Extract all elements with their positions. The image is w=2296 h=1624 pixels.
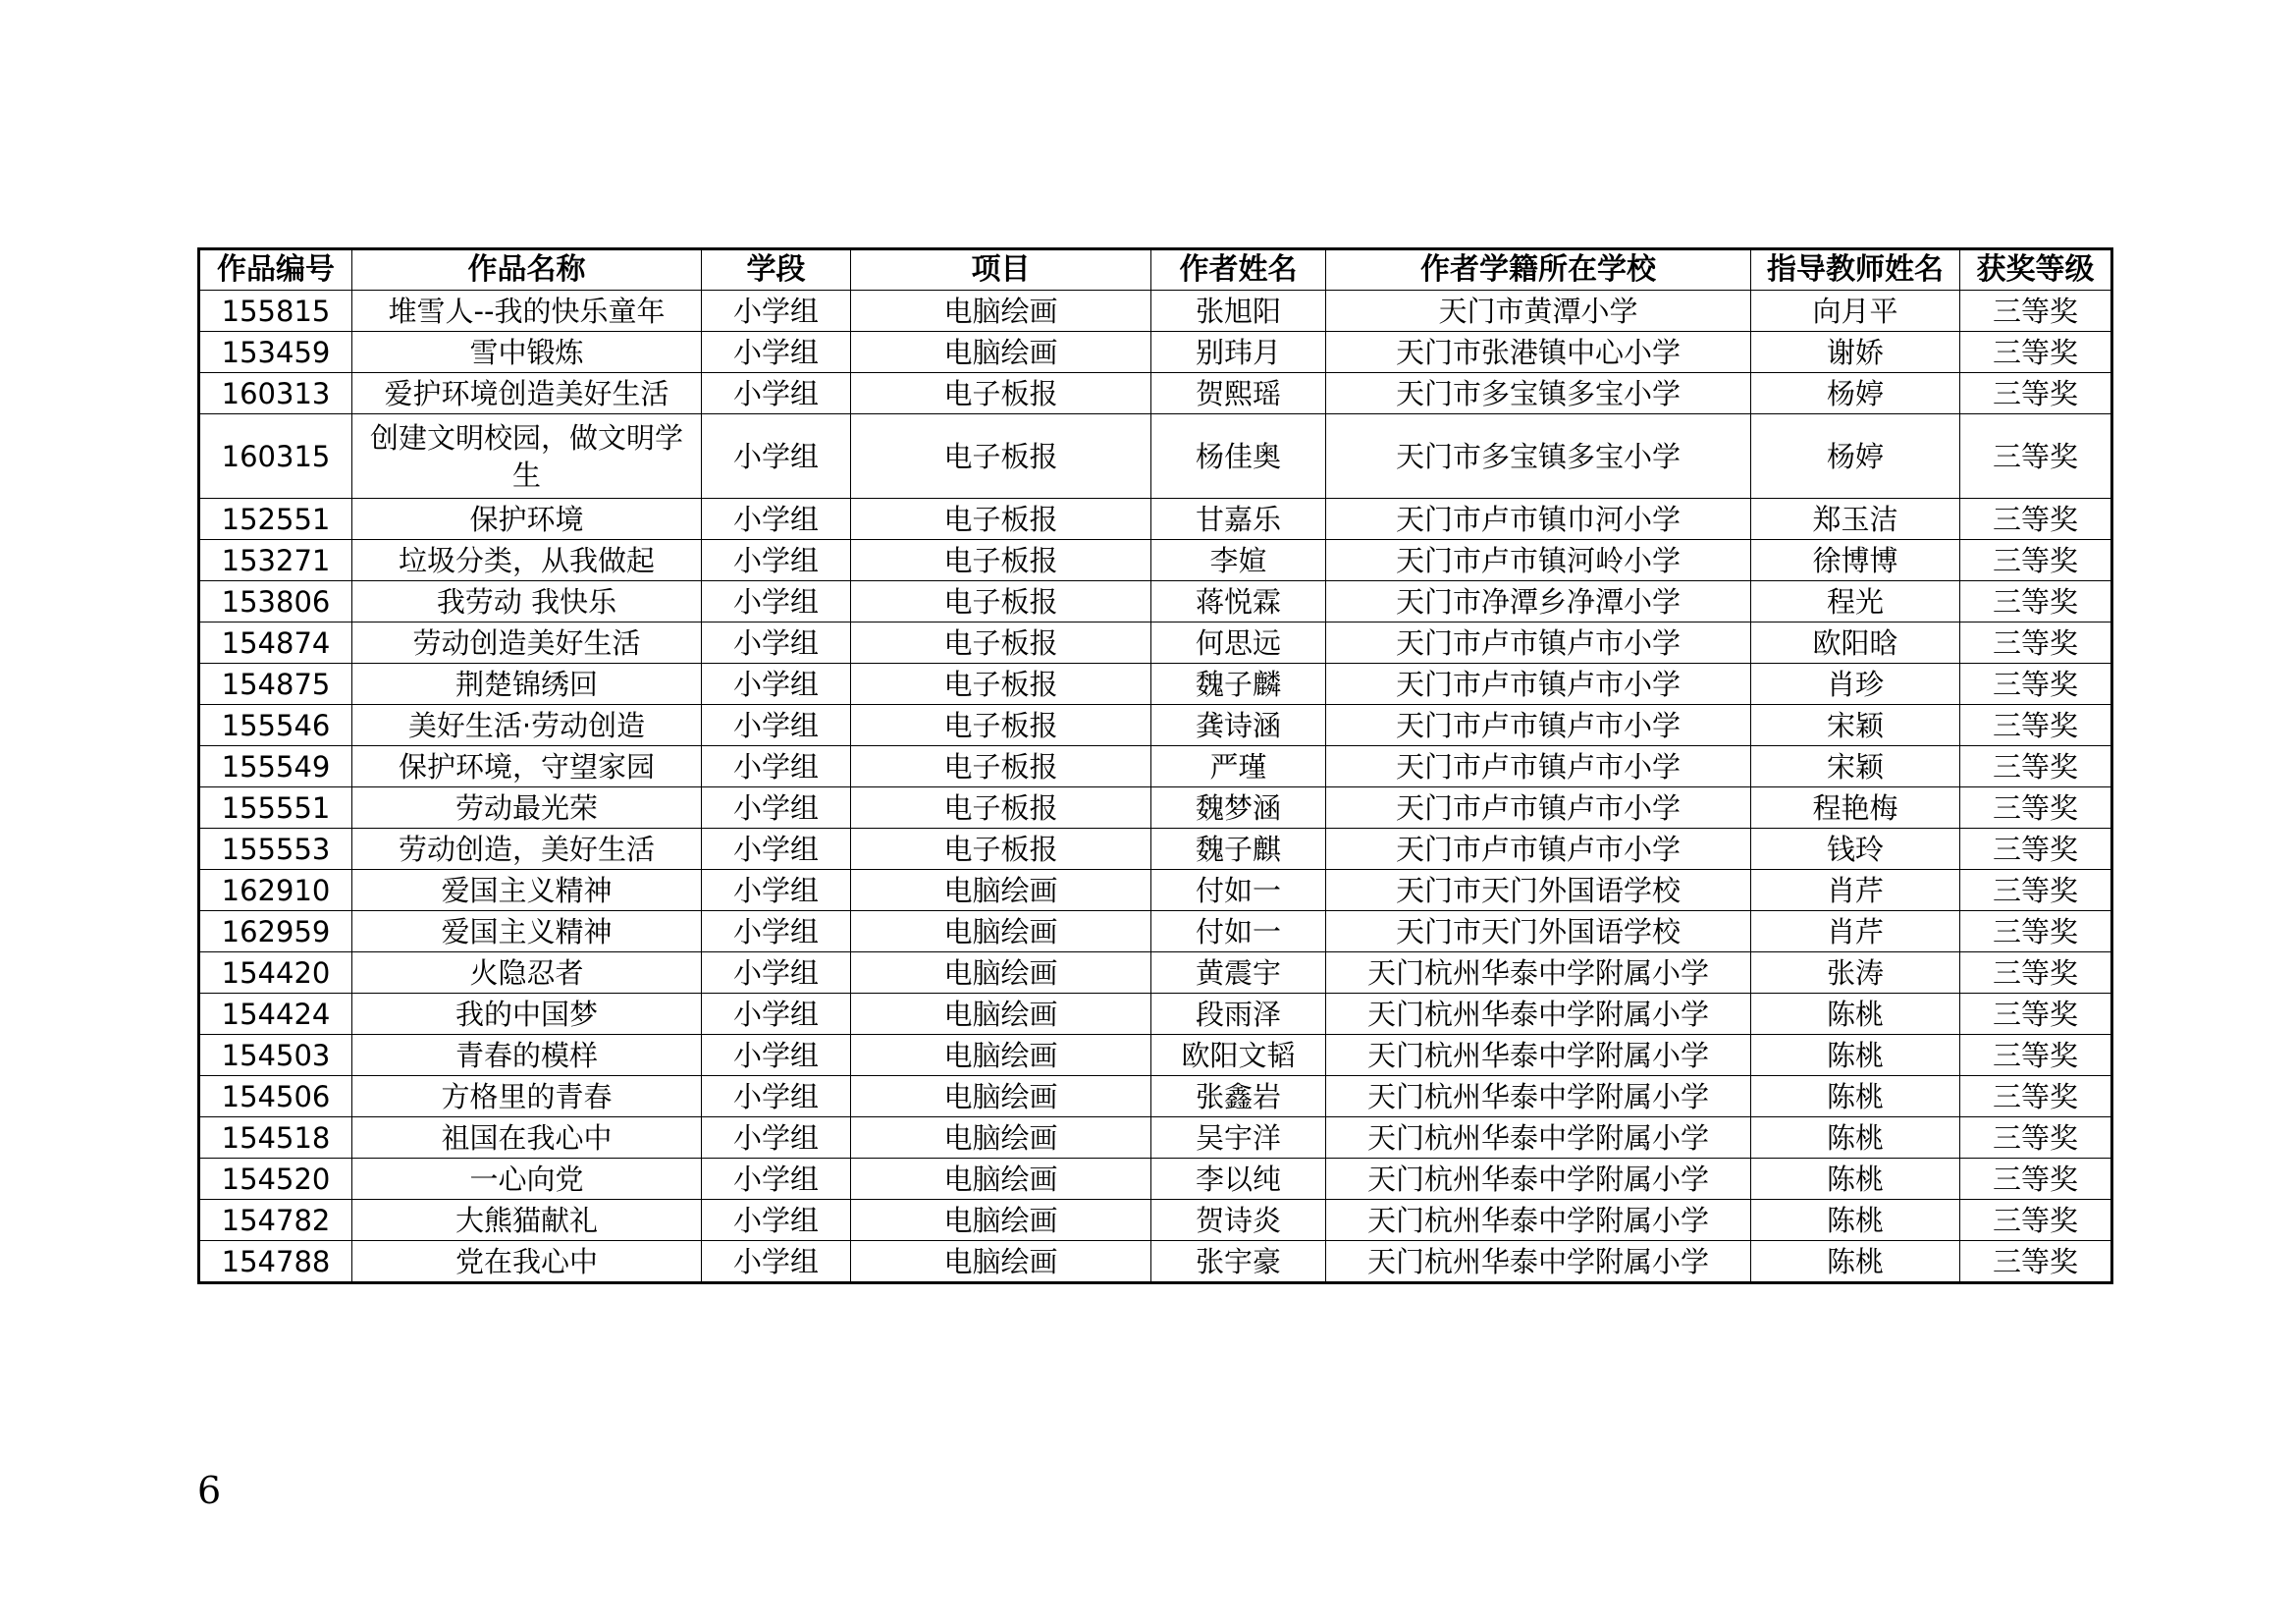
header-school-level: 学段 [702,249,851,291]
cell-school-level: 小学组 [702,1241,851,1283]
cell-award-level: 三等奖 [1960,870,2112,911]
cell-work-id: 154518 [199,1117,352,1159]
table-row [199,829,2112,870]
cell-category: 电脑绘画 [851,332,1151,373]
cell-award-level: 三等奖 [1960,623,2112,664]
cell-teacher-name: 徐博博 [1751,540,1960,581]
cell-award-level: 三等奖 [1960,994,2112,1035]
cell-author-name: 李媗 [1151,540,1326,581]
cell-teacher-name: 程光 [1751,581,1960,623]
cell-author-name: 吴宇洋 [1151,1117,1326,1159]
cell-award-level: 三等奖 [1960,291,2112,332]
cell-work-title: 保护环境，守望家园 [352,746,702,787]
cell-award-level: 三等奖 [1960,1117,2112,1159]
table-body [199,291,2112,1283]
cell-category: 电子板报 [851,787,1151,829]
cell-author-school: 天门杭州华泰中学附属小学 [1326,1200,1751,1241]
cell-school-level: 小学组 [702,373,851,414]
table-row [199,1159,2112,1200]
cell-work-title: 保护环境 [352,499,702,540]
cell-work-id: 155815 [199,291,352,332]
cell-author-name: 黄震宇 [1151,952,1326,994]
table-row [199,332,2112,373]
cell-author-school: 天门市天门外国语学校 [1326,870,1751,911]
cell-author-school: 天门市净潭乡净潭小学 [1326,581,1751,623]
cell-work-title: 荆楚锦绣回 [352,664,702,705]
cell-category: 电脑绘画 [851,911,1151,952]
cell-work-title: 堆雪人--我的快乐童年 [352,291,702,332]
cell-teacher-name: 陈桃 [1751,994,1960,1035]
cell-work-id: 160313 [199,373,352,414]
cell-author-name: 龚诗涵 [1151,705,1326,746]
cell-work-title: 大熊猫献礼 [352,1200,702,1241]
cell-author-name: 甘嘉乐 [1151,499,1326,540]
cell-work-title: 祖国在我心中 [352,1117,702,1159]
cell-teacher-name: 陈桃 [1751,1200,1960,1241]
cell-work-id: 153271 [199,540,352,581]
cell-author-school: 天门杭州华泰中学附属小学 [1326,1241,1751,1283]
cell-category: 电子板报 [851,664,1151,705]
cell-author-school: 天门杭州华泰中学附属小学 [1326,1035,1751,1076]
cell-category: 电脑绘画 [851,1159,1151,1200]
cell-work-id: 153459 [199,332,352,373]
cell-teacher-name: 陈桃 [1751,1076,1960,1117]
cell-author-name: 贺熙瑶 [1151,373,1326,414]
cell-category: 电子板报 [851,499,1151,540]
header-work-id: 作品编号 [199,249,352,291]
cell-teacher-name: 郑玉洁 [1751,499,1960,540]
cell-author-school: 天门市卢市镇巾河小学 [1326,499,1751,540]
cell-work-title: 美好生活·劳动创造 [352,705,702,746]
cell-category: 电脑绘画 [851,291,1151,332]
cell-work-id: 154520 [199,1159,352,1200]
cell-award-level: 三等奖 [1960,1076,2112,1117]
cell-teacher-name: 陈桃 [1751,1159,1960,1200]
cell-author-name: 张旭阳 [1151,291,1326,332]
cell-award-level: 三等奖 [1960,1241,2112,1283]
cell-author-school: 天门杭州华泰中学附属小学 [1326,994,1751,1035]
header-work-title: 作品名称 [352,249,702,291]
cell-author-name: 欧阳文韬 [1151,1035,1326,1076]
table-row [199,870,2112,911]
cell-work-id: 154788 [199,1241,352,1283]
cell-category: 电子板报 [851,373,1151,414]
header-award-level: 获奖等级 [1960,249,2112,291]
cell-category: 电子板报 [851,705,1151,746]
cell-school-level: 小学组 [702,291,851,332]
cell-author-school: 天门市卢市镇卢市小学 [1326,664,1751,705]
cell-category: 电脑绘画 [851,1200,1151,1241]
cell-author-name: 蒋悦霖 [1151,581,1326,623]
table-row [199,499,2112,540]
cell-award-level: 三等奖 [1960,746,2112,787]
cell-school-level: 小学组 [702,705,851,746]
cell-school-level: 小学组 [702,911,851,952]
cell-author-name: 别玮月 [1151,332,1326,373]
cell-work-id: 155549 [199,746,352,787]
cell-category: 电脑绘画 [851,1035,1151,1076]
table-row [199,623,2112,664]
cell-work-title: 雪中锻炼 [352,332,702,373]
cell-category: 电子板报 [851,581,1151,623]
cell-work-id: 155551 [199,787,352,829]
cell-author-school: 天门市多宝镇多宝小学 [1326,373,1751,414]
cell-school-level: 小学组 [702,952,851,994]
cell-school-level: 小学组 [702,623,851,664]
cell-author-name: 段雨泽 [1151,994,1326,1035]
awards-table [197,247,2113,1284]
cell-school-level: 小学组 [702,332,851,373]
cell-school-level: 小学组 [702,581,851,623]
cell-school-level: 小学组 [702,1159,851,1200]
cell-author-name: 付如一 [1151,911,1326,952]
cell-school-level: 小学组 [702,994,851,1035]
cell-teacher-name: 向月平 [1751,291,1960,332]
cell-award-level: 三等奖 [1960,373,2112,414]
cell-author-school: 天门市卢市镇卢市小学 [1326,705,1751,746]
page-number: 6 [197,1469,222,1512]
cell-category: 电脑绘画 [851,1117,1151,1159]
table-row [199,911,2112,952]
cell-author-school: 天门市卢市镇河岭小学 [1326,540,1751,581]
cell-author-name: 杨佳奥 [1151,414,1326,499]
cell-teacher-name: 欧阳晗 [1751,623,1960,664]
cell-author-school: 天门市多宝镇多宝小学 [1326,414,1751,499]
cell-award-level: 三等奖 [1960,332,2112,373]
cell-work-id: 154874 [199,623,352,664]
table-row [199,540,2112,581]
cell-author-school: 天门市卢市镇卢市小学 [1326,829,1751,870]
cell-author-name: 张鑫岩 [1151,1076,1326,1117]
header-teacher-name: 指导教师姓名 [1751,249,1960,291]
table-row [199,994,2112,1035]
header-author-name: 作者姓名 [1151,249,1326,291]
cell-category: 电脑绘画 [851,1076,1151,1117]
cell-award-level: 三等奖 [1960,1200,2112,1241]
cell-category: 电脑绘画 [851,870,1151,911]
cell-category: 电脑绘画 [851,994,1151,1035]
cell-author-school: 天门杭州华泰中学附属小学 [1326,1117,1751,1159]
cell-teacher-name: 陈桃 [1751,1035,1960,1076]
cell-award-level: 三等奖 [1960,1159,2112,1200]
cell-school-level: 小学组 [702,414,851,499]
cell-award-level: 三等奖 [1960,540,2112,581]
cell-award-level: 三等奖 [1960,581,2112,623]
cell-school-level: 小学组 [702,787,851,829]
cell-work-id: 152551 [199,499,352,540]
cell-category: 电脑绘画 [851,952,1151,994]
cell-award-level: 三等奖 [1960,664,2112,705]
cell-author-school: 天门杭州华泰中学附属小学 [1326,1076,1751,1117]
cell-award-level: 三等奖 [1960,414,2112,499]
cell-work-title: 党在我心中 [352,1241,702,1283]
header-author-school: 作者学籍所在学校 [1326,249,1751,291]
cell-teacher-name: 程艳梅 [1751,787,1960,829]
cell-school-level: 小学组 [702,499,851,540]
cell-school-level: 小学组 [702,1035,851,1076]
cell-author-school: 天门杭州华泰中学附属小学 [1326,1159,1751,1200]
cell-school-level: 小学组 [702,540,851,581]
cell-award-level: 三等奖 [1960,787,2112,829]
cell-work-title: 爱国主义精神 [352,911,702,952]
cell-work-id: 153806 [199,581,352,623]
cell-teacher-name: 肖珍 [1751,664,1960,705]
table-row [199,664,2112,705]
cell-work-title: 方格里的青春 [352,1076,702,1117]
cell-teacher-name: 陈桃 [1751,1117,1960,1159]
cell-author-name: 付如一 [1151,870,1326,911]
cell-category: 电子板报 [851,623,1151,664]
cell-award-level: 三等奖 [1960,911,2112,952]
cell-author-name: 贺诗炎 [1151,1200,1326,1241]
cell-author-name: 严瑾 [1151,746,1326,787]
table-row [199,1076,2112,1117]
table-row [199,952,2112,994]
table-row [199,373,2112,414]
cell-work-id: 154875 [199,664,352,705]
cell-work-title: 劳动创造，美好生活 [352,829,702,870]
cell-author-school: 天门市卢市镇卢市小学 [1326,746,1751,787]
cell-teacher-name: 陈桃 [1751,1241,1960,1283]
cell-author-school: 天门市卢市镇卢市小学 [1326,623,1751,664]
cell-work-id: 154506 [199,1076,352,1117]
table-header-row [199,249,2112,291]
cell-work-id: 154503 [199,1035,352,1076]
cell-work-id: 155546 [199,705,352,746]
cell-work-id: 154782 [199,1200,352,1241]
cell-author-name: 何思远 [1151,623,1326,664]
cell-author-school: 天门市黄潭小学 [1326,291,1751,332]
cell-author-name: 魏子麟 [1151,664,1326,705]
cell-school-level: 小学组 [702,829,851,870]
cell-category: 电脑绘画 [851,1241,1151,1283]
table-row [199,746,2112,787]
cell-author-school: 天门市天门外国语学校 [1326,911,1751,952]
cell-work-title: 青春的模样 [352,1035,702,1076]
table-row [199,291,2112,332]
cell-work-title: 爱国主义精神 [352,870,702,911]
cell-category: 电子板报 [851,829,1151,870]
cell-teacher-name: 肖芹 [1751,911,1960,952]
cell-work-title: 我的中国梦 [352,994,702,1035]
cell-work-title: 一心向党 [352,1159,702,1200]
cell-author-name: 张宇豪 [1151,1241,1326,1283]
cell-teacher-name: 宋颖 [1751,746,1960,787]
cell-teacher-name: 谢娇 [1751,332,1960,373]
cell-award-level: 三等奖 [1960,705,2112,746]
cell-school-level: 小学组 [702,1117,851,1159]
table-row [199,581,2112,623]
table-row [199,414,2112,499]
cell-work-title: 爱护环境创造美好生活 [352,373,702,414]
cell-work-id: 154424 [199,994,352,1035]
cell-work-title: 劳动创造美好生活 [352,623,702,664]
cell-author-name: 魏子麒 [1151,829,1326,870]
cell-school-level: 小学组 [702,664,851,705]
cell-teacher-name: 宋颖 [1751,705,1960,746]
table-row [199,1117,2112,1159]
cell-work-title: 垃圾分类，从我做起 [352,540,702,581]
cell-author-name: 李以纯 [1151,1159,1326,1200]
cell-work-id: 160315 [199,414,352,499]
cell-award-level: 三等奖 [1960,1035,2112,1076]
cell-author-school: 天门市卢市镇卢市小学 [1326,787,1751,829]
cell-author-school: 天门杭州华泰中学附属小学 [1326,952,1751,994]
cell-author-name: 魏梦涵 [1151,787,1326,829]
cell-work-id: 162959 [199,911,352,952]
cell-author-school: 天门市张港镇中心小学 [1326,332,1751,373]
cell-category: 电子板报 [851,540,1151,581]
cell-teacher-name: 杨婷 [1751,373,1960,414]
table-row [199,1241,2112,1283]
cell-work-title: 劳动最光荣 [352,787,702,829]
cell-work-id: 162910 [199,870,352,911]
table-row [199,705,2112,746]
cell-work-id: 155553 [199,829,352,870]
cell-award-level: 三等奖 [1960,829,2112,870]
cell-school-level: 小学组 [702,1076,851,1117]
table-row [199,1035,2112,1076]
header-category: 项目 [851,249,1151,291]
cell-work-title: 火隐忍者 [352,952,702,994]
cell-work-title: 我劳动 我快乐 [352,581,702,623]
table-row [199,787,2112,829]
cell-category: 电子板报 [851,746,1151,787]
cell-category: 电子板报 [851,414,1151,499]
cell-school-level: 小学组 [702,1200,851,1241]
cell-award-level: 三等奖 [1960,499,2112,540]
cell-teacher-name: 钱玲 [1751,829,1960,870]
table-row [199,1200,2112,1241]
cell-school-level: 小学组 [702,746,851,787]
cell-award-level: 三等奖 [1960,952,2112,994]
cell-teacher-name: 张涛 [1751,952,1960,994]
cell-teacher-name: 杨婷 [1751,414,1960,499]
cell-work-id: 154420 [199,952,352,994]
cell-teacher-name: 肖芹 [1751,870,1960,911]
cell-school-level: 小学组 [702,870,851,911]
cell-work-title: 创建文明校园，做文明学生 [352,414,702,499]
